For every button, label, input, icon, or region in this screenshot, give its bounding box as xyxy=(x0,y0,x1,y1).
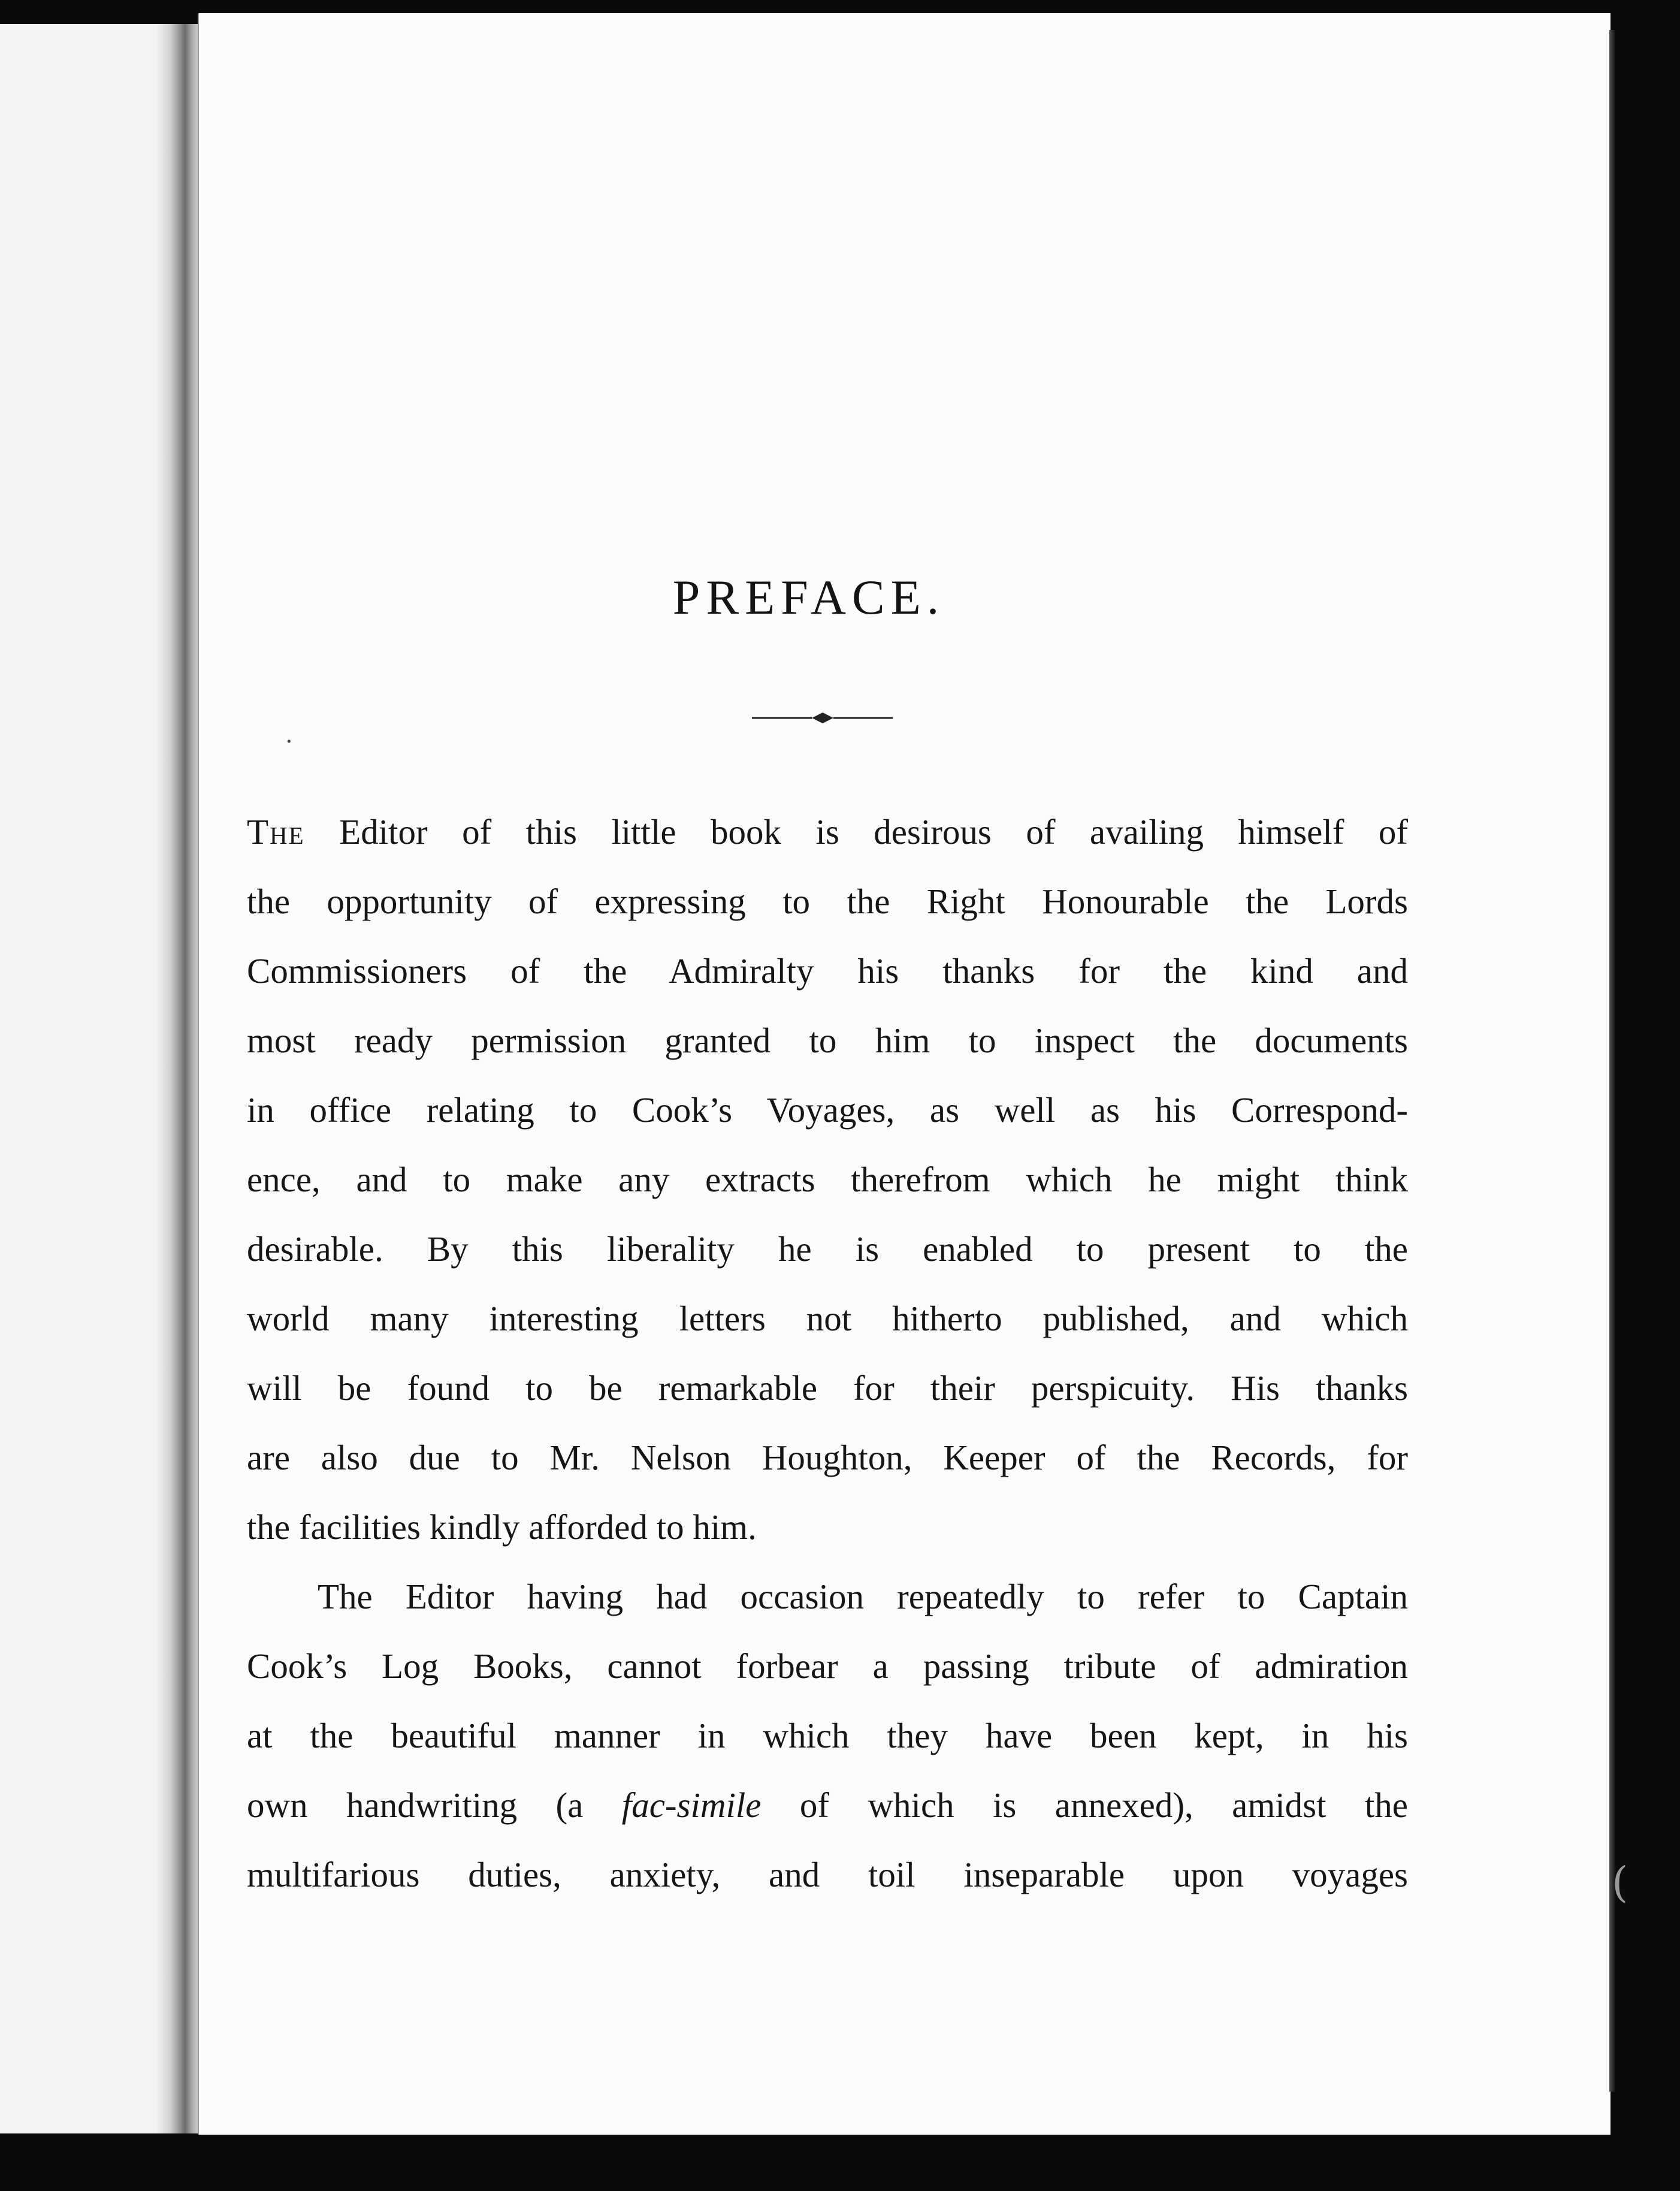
text-line: in office relating to Cook’s Voyages, as well as his Correspond- xyxy=(247,1090,1408,1130)
text-line: Cook’s Log Books, cannot forbear a passing tribute of admiration xyxy=(247,1646,1408,1686)
text-line: are also due to Mr. Nelson Houghton, Keeper of the Records, for xyxy=(247,1438,1408,1477)
preface-body xyxy=(247,797,1408,1909)
text-line: ence, and to make any extracts therefrom which he might think xyxy=(247,1160,1408,1199)
text-line: The Editor having had occasion repeatedly to refer to Captain xyxy=(318,1577,1408,1616)
text-line: Commissioners of the Admiralty his thanks for the kind and xyxy=(247,951,1408,991)
text-line: own handwriting (a fac-simile of which is annexed), amidst the xyxy=(247,1785,1408,1825)
ornament-rule xyxy=(752,709,893,727)
text-line: multifarious duties, anxiety, and toil inseparable upon voyages xyxy=(247,1855,1408,1894)
text-line: most ready permission granted to him to inspect the documents xyxy=(247,1021,1408,1060)
text-line: the facilities kindly afforded to him. xyxy=(247,1507,757,1547)
facing-page-edge xyxy=(0,24,180,2133)
italic-term: fac-simile xyxy=(621,1785,762,1825)
margin-shadow-mark: ( xyxy=(1612,1858,1628,1907)
text-line: the opportunity of expressing to the Right Honourable the Lords xyxy=(247,882,1408,921)
text-line: will be found to be remarkable for their perspicuity. His thanks xyxy=(247,1368,1408,1408)
text-line: The Editor of this little book is desirous of availing himself of xyxy=(247,812,1408,852)
page-title: PREFACE. xyxy=(672,570,945,624)
text-line: world many interesting letters not hitherto published, and which xyxy=(247,1299,1408,1338)
page-right-edge xyxy=(1609,30,1615,2092)
lead-word: The xyxy=(247,812,305,852)
speck-mark: · xyxy=(285,728,293,756)
text-line: at the beautiful manner in which they have been kept, in his xyxy=(247,1716,1408,1755)
text-line: desirable. By this liberality he is enabled to present to the xyxy=(247,1229,1408,1269)
